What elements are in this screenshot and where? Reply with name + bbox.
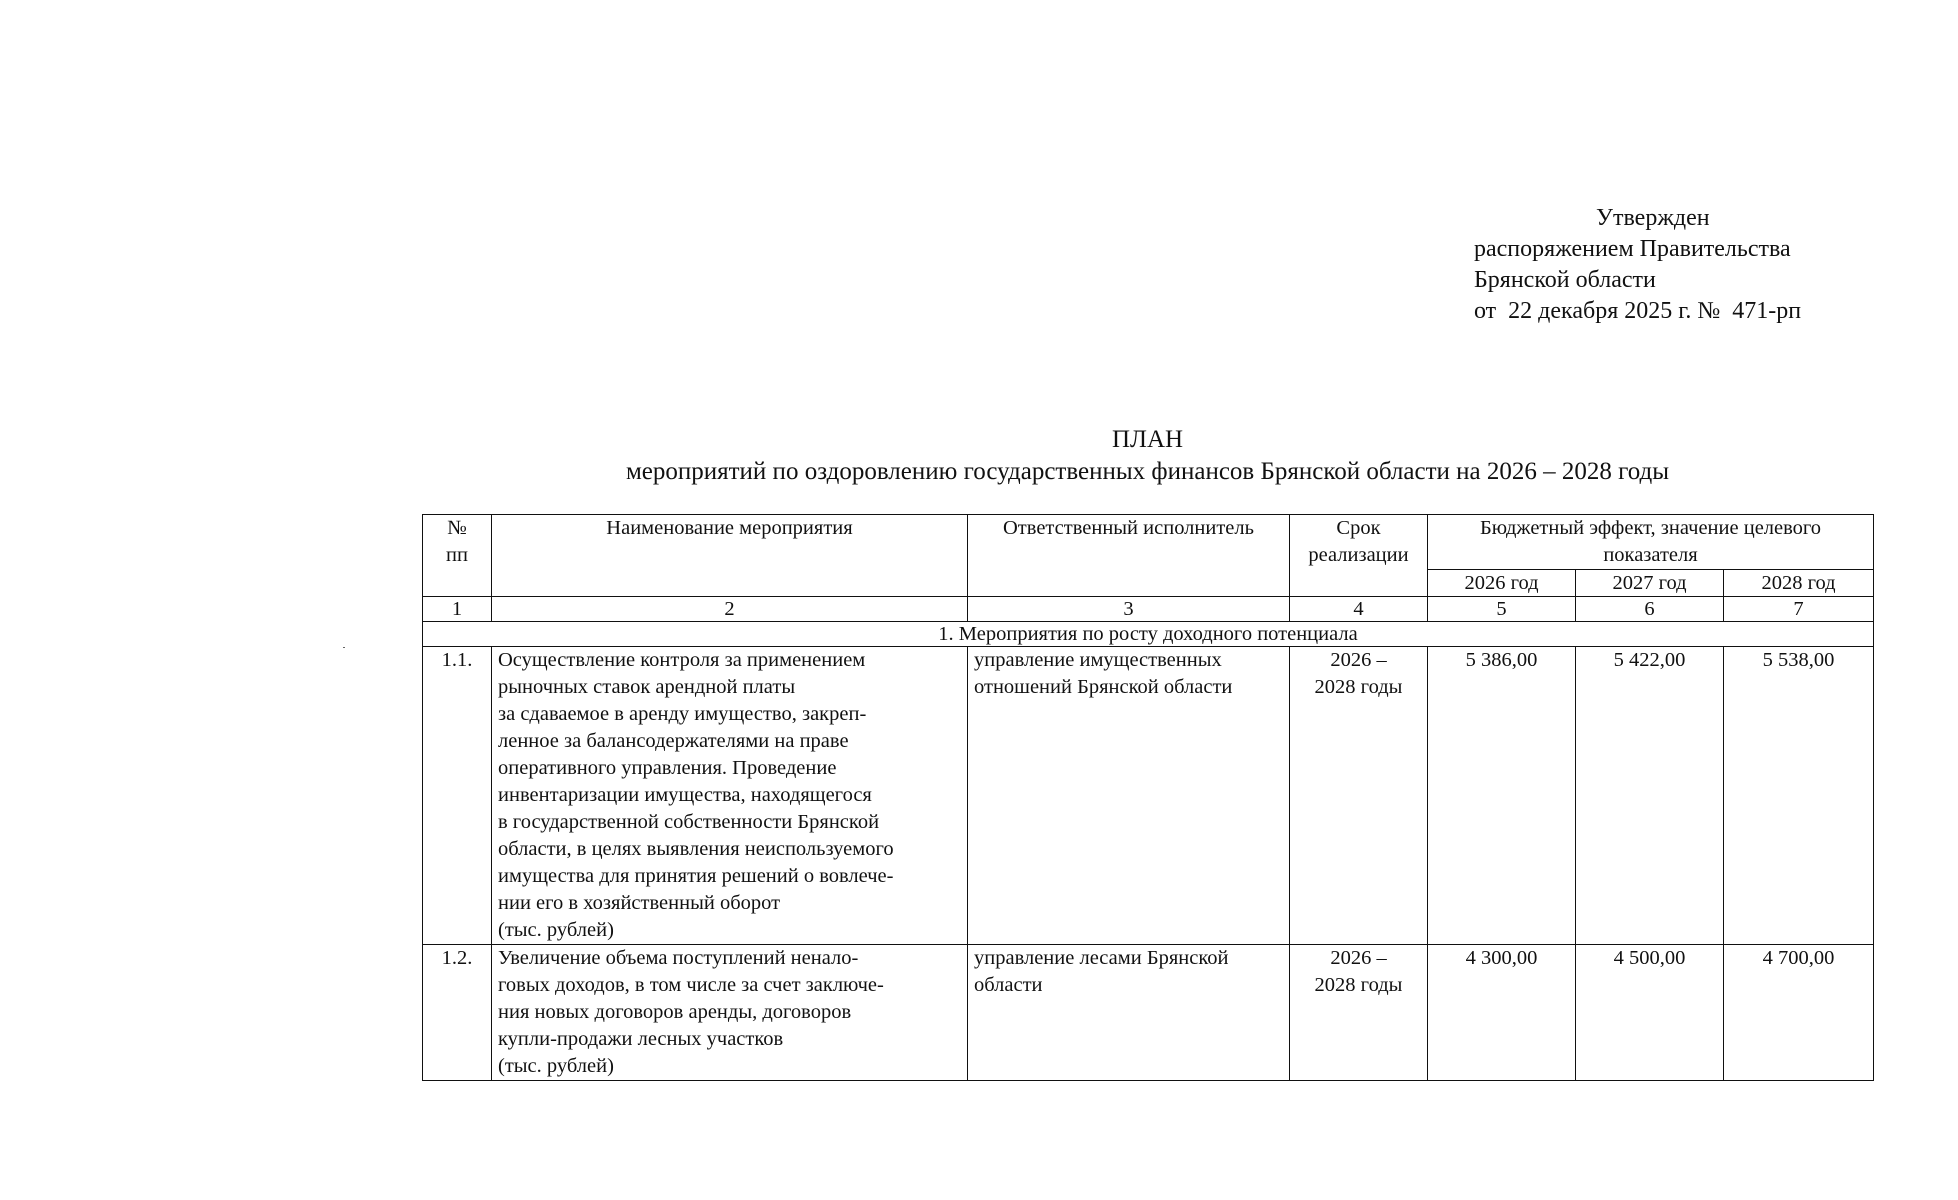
implementation-term: 2026 – 2028 годы xyxy=(1290,647,1428,945)
value-2028: 5 538,00 xyxy=(1724,647,1874,945)
column-number: 2 xyxy=(492,597,968,622)
row-number: 1.2. xyxy=(423,945,492,1081)
header-term: Срок реализации xyxy=(1290,515,1428,597)
approval-line: распоряжением Правительства xyxy=(1474,236,1791,262)
value-2027: 5 422,00 xyxy=(1576,647,1724,945)
approval-line: Брянской области xyxy=(1474,267,1656,293)
measure-name: Осуществление контроля за применением рыночных ставок арендной платы за сдаваемое в аренду имущество, закреп- ленное за балансодержателями на праве оперативного управления. Проведение инвентаризации имущества, находящегося в государственной собственности Брянской области, в целях выявления неиспользуемого имущества для принятия решений о вовлече- нии его в хозяйственный оборот (тыс. рублей) xyxy=(492,647,968,945)
column-number: 5 xyxy=(1428,597,1576,622)
section-title: 1. Мероприятия по росту доходного потенциала xyxy=(423,622,1874,647)
value-2026: 5 386,00 xyxy=(1428,647,1576,945)
document-title-block xyxy=(422,424,1873,488)
document-title: ПЛАН xyxy=(1111,426,1184,453)
row-number: 1.1. xyxy=(423,647,492,945)
column-number: 3 xyxy=(968,597,1290,622)
header-year-2028: 2028 год xyxy=(1724,570,1874,597)
responsible-executor: управление лесами Брянской области xyxy=(968,945,1290,1081)
header-name: Наименование мероприятия xyxy=(492,515,968,597)
document-subtitle: мероприятий по оздоровлению государственных финансов Брянской области на 2026 – 2028 годы xyxy=(625,458,1670,485)
column-number: 6 xyxy=(1576,597,1724,622)
column-number: 1 xyxy=(423,597,492,622)
header-year-2027: 2027 год xyxy=(1576,570,1724,597)
approval-date-number: от 22 декабря 2025 г. № 471-рп xyxy=(1474,298,1802,324)
header-budget-effect: Бюджетный эффект, значение целевого показателя xyxy=(1428,515,1874,570)
responsible-executor: управление имущественных отношений Брянской области xyxy=(968,647,1290,945)
column-number-row xyxy=(423,597,1874,622)
header-executor: Ответственный исполнитель xyxy=(968,515,1290,597)
header-year-2026: 2026 год xyxy=(1428,570,1576,597)
column-number: 7 xyxy=(1724,597,1874,622)
value-2028: 4 700,00 xyxy=(1724,945,1874,1081)
approval-title: Утвержден xyxy=(1596,205,1710,231)
section-row xyxy=(423,622,1874,647)
approval-stamp-block xyxy=(1474,203,1801,327)
value-2027: 4 500,00 xyxy=(1576,945,1724,1081)
header-num: № пп xyxy=(423,515,492,597)
measure-name: Увеличение объема поступлений ненало- говых доходов, в том числе за счет заключе- ния новых договоров аренды, договоров купли-продажи лесных участков (тыс. рублей) xyxy=(492,945,968,1081)
table-row xyxy=(423,647,1874,945)
column-number: 4 xyxy=(1290,597,1428,622)
table-row xyxy=(423,945,1874,1081)
value-2026: 4 300,00 xyxy=(1428,945,1576,1081)
implementation-term: 2026 – 2028 годы xyxy=(1290,945,1428,1081)
plan-table xyxy=(422,514,1874,1081)
scan-speck xyxy=(343,647,345,648)
